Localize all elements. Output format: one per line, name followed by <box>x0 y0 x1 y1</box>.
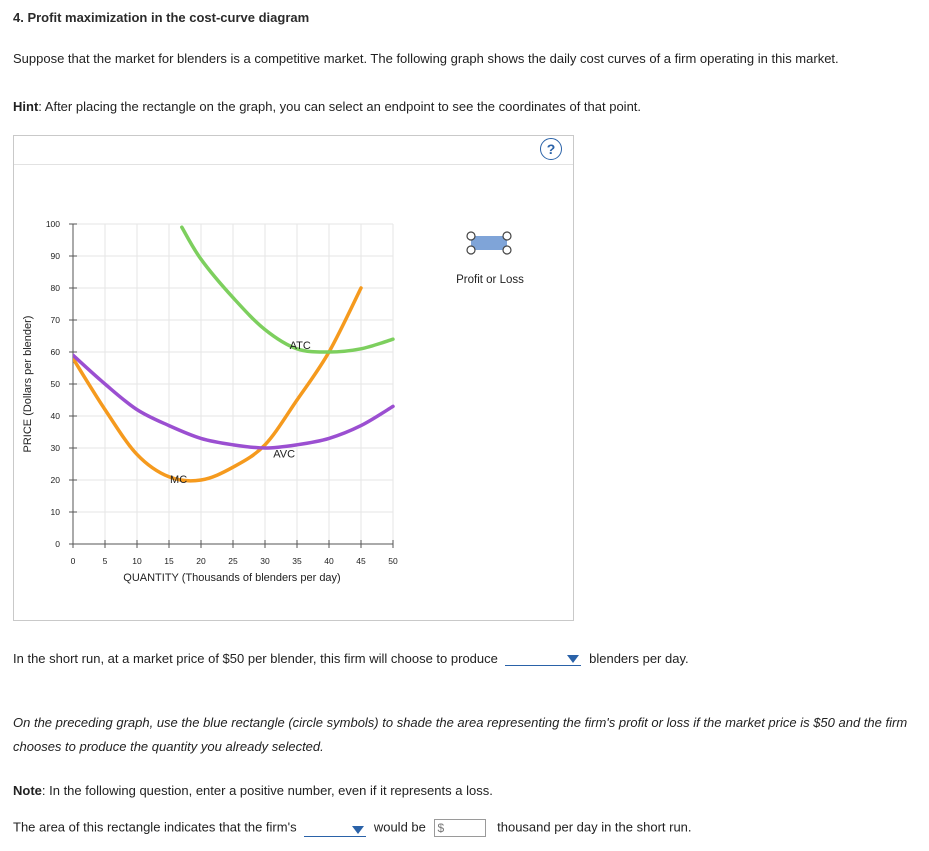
q2-text-middle: would be <box>373 819 426 835</box>
circle-handle-icon <box>503 232 511 240</box>
y-tick-label: 40 <box>50 411 60 421</box>
hint-label: Hint <box>13 99 39 114</box>
x-axis-title: QUANTITY (Thousands of blenders per day) <box>123 572 341 584</box>
x-tick-label: 35 <box>292 556 302 566</box>
x-tick-label: 30 <box>260 556 270 566</box>
note-label: Note <box>13 783 42 798</box>
x-tick-label: 40 <box>324 556 334 566</box>
x-tick-label: 45 <box>356 556 366 566</box>
graph-panel <box>13 135 574 621</box>
chevron-down-icon <box>352 826 364 834</box>
x-tick-label: 25 <box>228 556 238 566</box>
question-2 <box>13 819 692 837</box>
y-tick-label: 70 <box>50 315 60 325</box>
q2-text-before: The area of this rectangle indicates that the firm's <box>13 819 297 835</box>
x-tick-label: 20 <box>196 556 206 566</box>
rectangle-tool-icon <box>471 236 507 250</box>
q2-text-after: thousand per day in the short run. <box>497 819 692 835</box>
x-tick-label: 15 <box>164 556 174 566</box>
note-text <box>13 783 493 798</box>
cost-curve-chart <box>14 136 575 622</box>
currency-symbol: $ <box>437 821 445 835</box>
amount-input[interactable] <box>444 821 484 835</box>
question-title: 4. Profit maximization in the cost-curve diagram <box>13 10 310 25</box>
intro-text: Suppose that the market for blenders is a competitive market. The following graph shows the daily cost curves of a firm operating in this market. <box>13 51 839 66</box>
y-tick-label: 90 <box>50 251 60 261</box>
quantity-dropdown[interactable] <box>505 651 581 666</box>
x-tick-label: 0 <box>70 556 76 566</box>
profit-loss-dropdown[interactable] <box>304 822 366 837</box>
q1-text-before: In the short run, at a market price of $50 per blender, this firm will choose to produce <box>13 651 498 666</box>
curve-label-atc: ATC <box>289 339 311 352</box>
y-tick-label: 50 <box>50 379 60 389</box>
y-tick-label: 10 <box>50 507 60 517</box>
y-tick-label: 20 <box>50 475 60 485</box>
x-tick-label: 10 <box>132 556 142 566</box>
question-1 <box>13 651 689 666</box>
y-tick-label: 80 <box>50 283 60 293</box>
help-icon[interactable]: ? <box>540 138 562 160</box>
hint-text <box>13 99 641 114</box>
circle-handle-icon <box>467 246 475 254</box>
profit-or-loss-tool[interactable] <box>467 232 511 254</box>
profit-or-loss-tool-label: Profit or Loss <box>456 274 524 286</box>
chevron-down-icon <box>567 655 579 663</box>
q1-text-after: blenders per day. <box>589 651 689 666</box>
y-tick-label: 100 <box>45 219 60 229</box>
y-tick-label: 0 <box>55 539 60 549</box>
circle-handle-icon <box>503 246 511 254</box>
y-tick-label: 30 <box>50 443 60 453</box>
amount-field[interactable] <box>434 819 486 837</box>
instruction-text: On the preceding graph, use the blue rectangle (circle symbols) to shade the area representing the firm's profit or loss if the market price is $50 and the firm chooses to produce the quantity you already selected. <box>13 715 908 754</box>
curve-label-avc: AVC <box>273 448 296 461</box>
hint-body: : After placing the rectangle on the graph, you can select an endpoint to see the coordinates of that point. <box>38 99 642 114</box>
x-tick-label: 5 <box>102 556 108 566</box>
note-body: : In the following question, enter a positive number, even if it represents a loss. <box>41 783 493 798</box>
x-tick-label: 50 <box>388 556 398 566</box>
y-axis-title: PRICE (Dollars per blender) <box>22 315 34 453</box>
circle-handle-icon <box>467 232 475 240</box>
curve-label-mc: MC <box>170 474 188 487</box>
y-tick-label: 60 <box>50 347 60 357</box>
